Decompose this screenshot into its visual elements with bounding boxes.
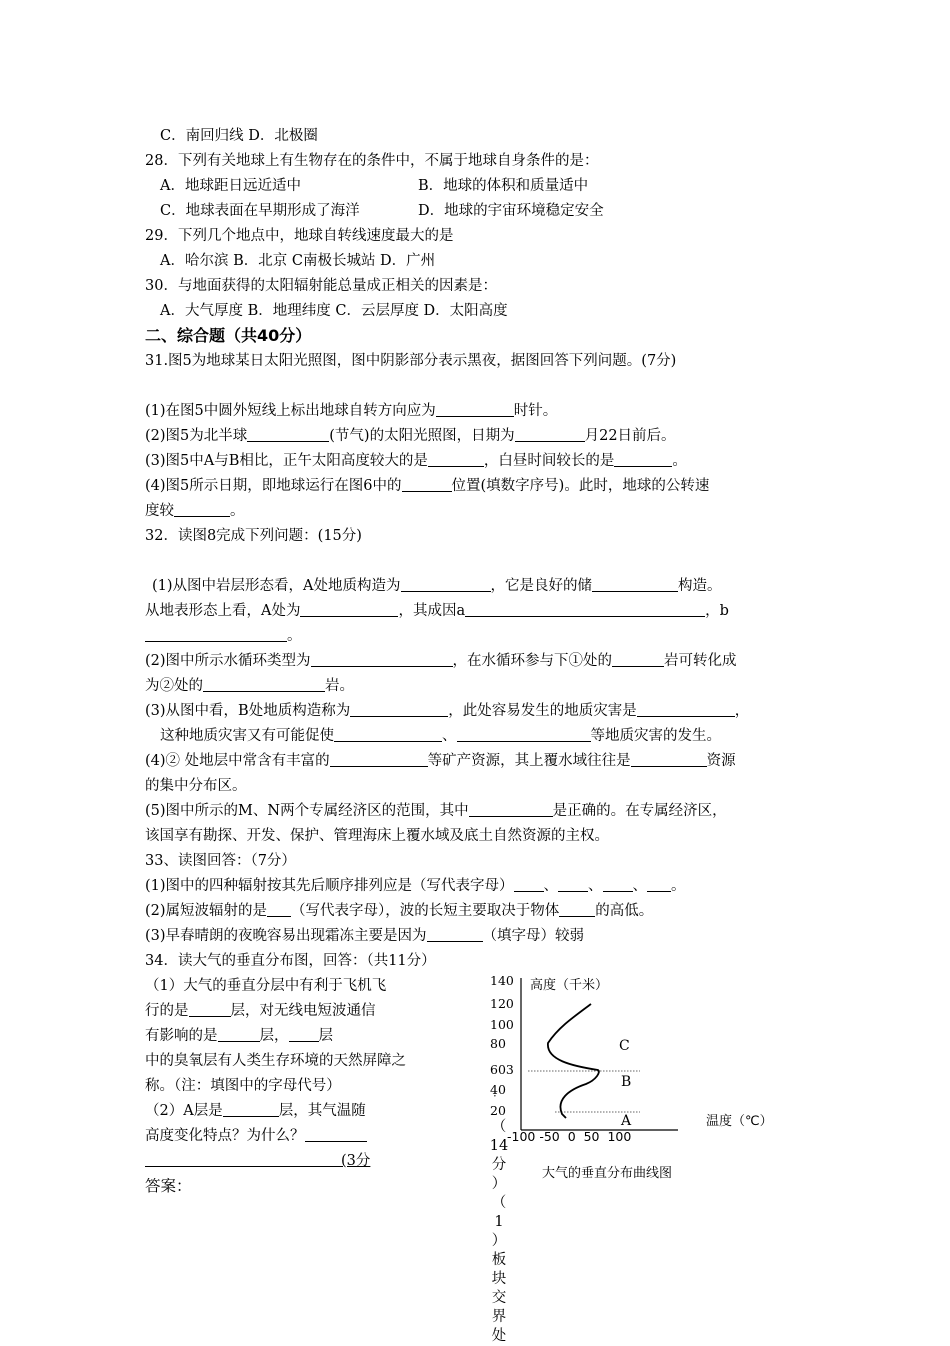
y-tick-label: 120 (490, 996, 514, 1011)
q32-part1-cont: 从地表形态上看，A处为 ，其成因a ，b (145, 603, 729, 619)
q34-part1-cont: 行的是 层，对无线电短波通信 (145, 1003, 376, 1019)
vertical-char: 块 (491, 1271, 507, 1287)
answer-blank[interactable] (247, 427, 329, 442)
q34-part1-cont4: 称。（注：填图中的字母代号） (145, 1078, 341, 1094)
y-tick-label: 20 (490, 1103, 506, 1118)
q31-part4-cont: 度较 。 (145, 503, 245, 519)
vertical-char: （ (491, 1119, 507, 1135)
x-axis-title: 温度（℃） (706, 1114, 773, 1129)
answer-blank[interactable] (515, 427, 585, 442)
q33-part2: (2)属短波辐射的是 （写代表字母），波的长短主要取决于物体 的高低。 (145, 903, 654, 919)
q34-part2-cont2: (3分 (145, 1151, 370, 1171)
answer-blank[interactable] (189, 1002, 231, 1017)
q32-part1-cont2: 。 (145, 626, 302, 646)
answer-blank[interactable] (465, 602, 705, 617)
vertical-char: 14 (489, 1138, 509, 1154)
answer-blank[interactable] (647, 877, 671, 892)
q28-stem: 28．下列有关地球上有生物存在的条件中，不属于地球自身条件的是： (145, 153, 599, 169)
answer-blank[interactable] (305, 1127, 367, 1142)
vertical-char: ） (491, 1176, 507, 1192)
q34-part1-cont2: 有影响的是 层， 层 (145, 1028, 333, 1044)
y-tick-label: 603 (490, 1062, 514, 1077)
answer-blank[interactable] (300, 602, 398, 617)
answer-blank[interactable] (145, 627, 287, 642)
vertical-char: 处 (491, 1328, 507, 1344)
q32-part5: (5)图中所示的M、N两个专属经济区的范围，其中 是正确的。在专属经济区， (145, 803, 727, 819)
q30-options: A．大气厚度 B．地理纬度 C．云层厚度 D．太阳高度 (160, 303, 508, 319)
chart-caption: 大气的垂直分布曲线图 (542, 1166, 673, 1181)
q32-part3: (3)从图中看，B处地质构造称为 ，此处容易发生的地质灾害是 ， (145, 703, 750, 719)
q31-stem: 31.图5为地球某日太阳光照图，图中阴影部分表示黑夜，据图回答下列问题。(7分) (145, 353, 677, 369)
q32-part4: (4)② 处地层中常含有丰富的 等矿产资源，其上覆水域往往是 资源 (145, 753, 736, 769)
answer-blank[interactable] (603, 877, 633, 892)
x-tick-labels: -100 -50 0 50 100 (507, 1129, 632, 1144)
atmosphere-vertical-chart (480, 968, 800, 1208)
vertical-char: 板 (491, 1252, 507, 1268)
answer-blank[interactable] (174, 502, 230, 517)
answer-blank[interactable] (203, 677, 325, 692)
layer-label-a: A (621, 1113, 632, 1129)
answer-label: 答案： (145, 1177, 192, 1195)
vertical-char: 1 (494, 1214, 504, 1230)
q34-part1-cont3: 中的臭氧层有人类生存环境的天然屏障之 (145, 1053, 406, 1069)
q28-option-b: B．地球的体积和质量适中 (418, 178, 589, 194)
answer-blank[interactable] (469, 802, 553, 817)
answer-blank[interactable] (334, 727, 442, 742)
vertical-char: （ (491, 1195, 507, 1211)
layer-label-c: C (619, 1038, 630, 1054)
vertical-char: 界 (491, 1309, 507, 1325)
answer-blank[interactable] (145, 1152, 341, 1167)
answer-blank[interactable] (612, 652, 664, 667)
q31-part1: (1)在图5中圆外短线上标出地球自转方向应为 时针。 (145, 403, 558, 419)
answer-blank[interactable] (514, 877, 544, 892)
q31-part4: (4)图5所示日期，即地球运行在图6中的 位置(填数字序号)。此时，地球的公转速 (145, 478, 710, 494)
q29-options: A．哈尔滨 B．北京 C南极长城站 D．广州 (160, 253, 436, 269)
answer-blank[interactable] (592, 577, 678, 592)
answer-blank[interactable] (428, 452, 484, 467)
q31-part2: (2)图5为北半球 (节气)的太阳光照图，日期为 月22日前后。 (145, 428, 676, 444)
y-tick-label: 4̣0 (490, 1082, 506, 1097)
q34-part1: （1）大气的垂直分层中有利于飞机飞 (145, 978, 387, 994)
q33-part1: (1)图中的四种辐射按其先后顺序排列应是（写代表字母） 、 、 、 。 (145, 878, 686, 894)
q33-part3: (3)早春晴朗的夜晚容易出现霜冻主要是因为 （填字母）较弱 (145, 928, 585, 944)
q27-options-cd: C．南回归线 D．北极圈 (160, 128, 318, 144)
y-axis-title: 高度（千米） (530, 978, 609, 993)
q28-option-c: C．地球表面在早期形成了海洋 (160, 203, 360, 219)
section-title: 二、综合题（共40分） (145, 326, 312, 345)
q32-part5-cont: 该国享有勘探、开发、保护、管理海床上覆水域及底土自然资源的主权。 (145, 828, 609, 844)
temperature-curve (548, 1004, 599, 1118)
q34-stem: 34．读大气的垂直分布图，回答：（共11分） (145, 953, 436, 969)
vertical-char: ） (491, 1233, 507, 1249)
q32-part4-cont: 的集中分布区。 (145, 778, 247, 794)
y-tick-label: 140 (490, 973, 514, 988)
vertical-char: 交 (491, 1290, 507, 1306)
answer-blank[interactable] (330, 752, 428, 767)
y-tick-label: 100 (490, 1017, 514, 1032)
q32-stem: 32．读图8完成下列问题：(15分) (145, 528, 362, 544)
answer-blank[interactable] (223, 1102, 279, 1117)
q32-part1: (1)从图中岩层形态看，A处地质构造为 ，它是良好的储 构造。 (152, 578, 722, 594)
answer-blank[interactable] (558, 877, 588, 892)
q28-option-a: A．地球距日远近适中 (160, 178, 301, 194)
q30-stem: 30．与地面获得的太阳辐射能总量成正相关的因素是： (145, 278, 497, 294)
layer-label-b: B (621, 1074, 632, 1090)
answer-blank[interactable] (267, 902, 291, 917)
q34-part2-cont: 高度变化特点？为什么？ (145, 1126, 367, 1146)
vertical-char: 分 (491, 1157, 507, 1173)
answer-blank[interactable] (289, 1027, 319, 1042)
answer-blank[interactable] (350, 702, 448, 717)
answer-blank[interactable] (402, 477, 452, 492)
answer-blank[interactable] (559, 902, 595, 917)
answer-blank[interactable] (614, 452, 672, 467)
answer-blank[interactable] (401, 577, 491, 592)
answer-blank[interactable] (218, 1027, 260, 1042)
q32-part2: (2)图中所示水循环类型为 ，在水循环参与下①处的 岩可转化成 (145, 653, 737, 669)
q29-stem: 29．下列几个地点中，地球自转线速度最大的是 (145, 228, 454, 244)
q32-part2-cont: 为②处的 岩。 (145, 678, 354, 694)
answer-blank[interactable] (637, 702, 735, 717)
answer-blank[interactable] (631, 752, 707, 767)
answer-blank[interactable] (427, 927, 483, 942)
q33-stem: 33、读图回答：（7分） (145, 853, 296, 869)
vertical-note (489, 1118, 509, 1346)
q31-part3: (3)图5中A与B相比，正午太阳高度较大的是 ，白昼时间较长的是 。 (145, 453, 687, 469)
y-tick-label: 80 (490, 1036, 506, 1051)
answer-blank[interactable] (457, 727, 591, 742)
answer-blank[interactable] (311, 652, 453, 667)
q28-option-d: D．地球的宇宙环境稳定安全 (418, 203, 604, 219)
q32-part3-cont: 这种地质灾害又有可能促使 、 等地质灾害的发生。 (160, 728, 721, 744)
q34-part2: （2）A层是 层，其气温随 (145, 1103, 366, 1119)
answer-blank[interactable] (436, 402, 514, 417)
